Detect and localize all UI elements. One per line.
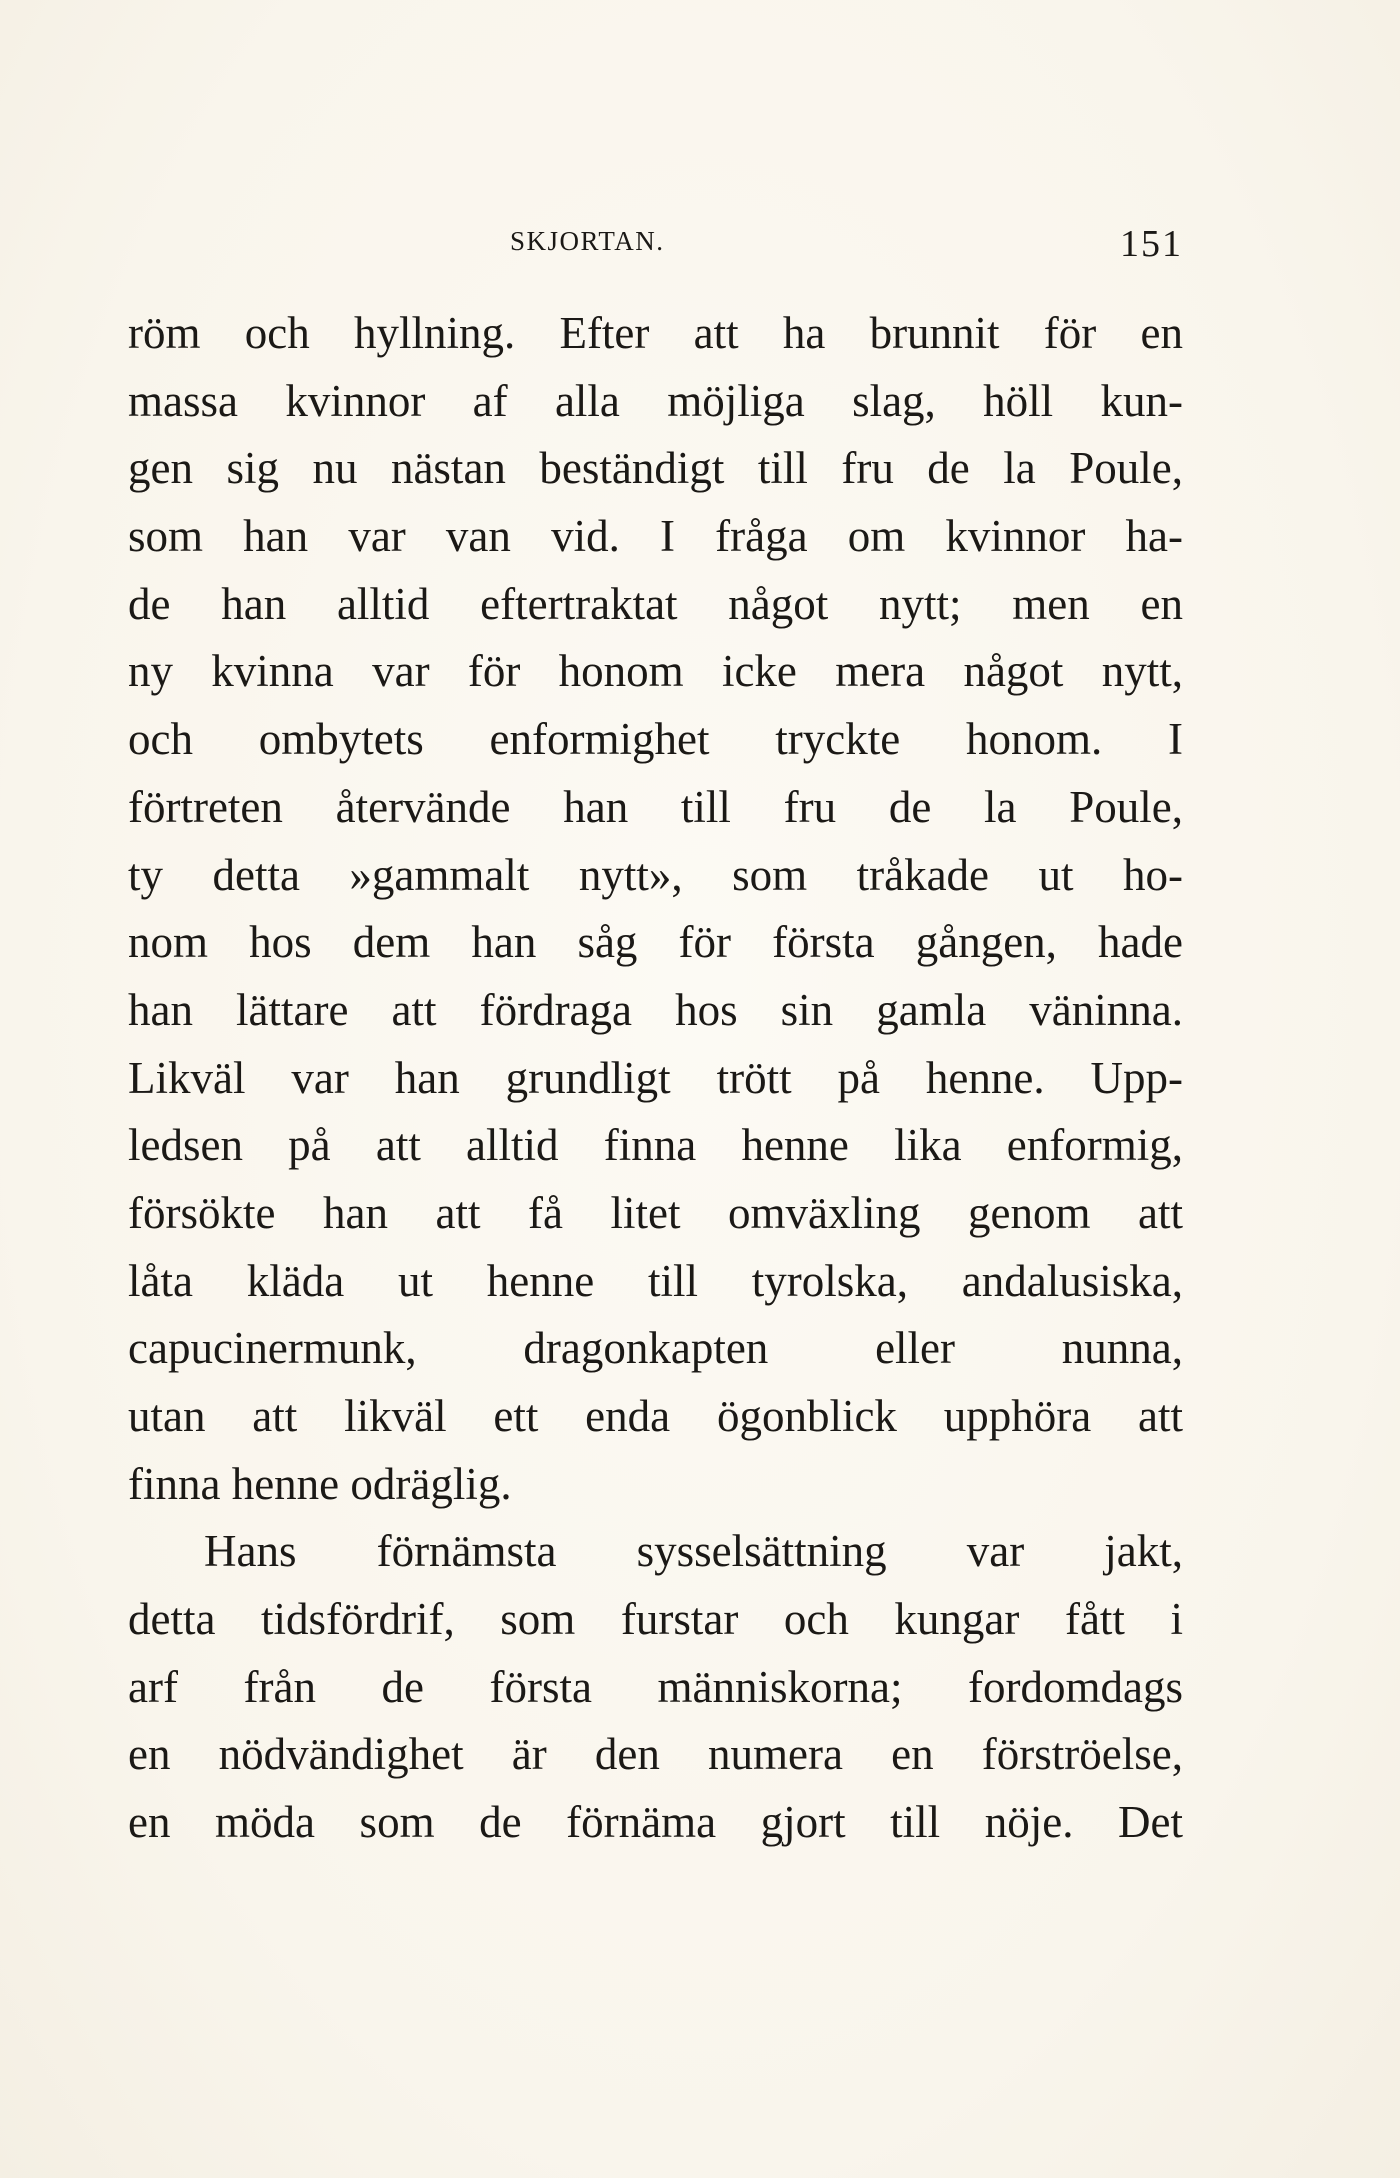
text-line: de han alltid eftertraktat något nytt; men en bbox=[128, 578, 1183, 629]
text-line: Likväl var han grundligt trött på henne. Upp- bbox=[128, 1052, 1183, 1103]
page-number: 151 bbox=[1120, 223, 1183, 265]
text-line: ny kvinna var för honom icke mera något nytt, bbox=[128, 646, 1183, 697]
text-line: utan att likväl ett enda ögonblick upphöra att bbox=[128, 1391, 1183, 1441]
text-line: capucinermunk, dragonkapten eller nunna, bbox=[128, 1323, 1183, 1374]
text-line: arf från de första människorna; fordomdags bbox=[128, 1661, 1183, 1712]
text-line: en nödvändighet är den numera en förströelse, bbox=[128, 1729, 1183, 1780]
text-line: en möda som de förnäma gjort till nöje. Det bbox=[128, 1797, 1183, 1848]
text-line: låta kläda ut henne till tyrolska, andalusiska, bbox=[128, 1255, 1183, 1306]
text-line: röm och hyllning. Efter att ha brunnit för en bbox=[128, 308, 1183, 358]
text-line-paragraph-end: finna henne odräglig. bbox=[128, 1458, 512, 1509]
text-line: som han var van vid. I fråga om kvinnor ha- bbox=[128, 511, 1183, 562]
text-line: förtreten återvände han till fru de la Poule, bbox=[128, 781, 1183, 832]
text-line: gen sig nu nästan beständigt till fru de la Poule, bbox=[128, 443, 1183, 494]
running-head bbox=[128, 222, 1183, 272]
text-line: massa kvinnor af alla möjliga slag, höll kun- bbox=[128, 375, 1183, 426]
text-line: han lättare att fördraga hos sin gamla väninna. bbox=[128, 984, 1183, 1035]
text-line: och ombytets enformighet tryckte honom. I bbox=[128, 714, 1183, 765]
text-line-paragraph-start: Hans förnämsta sysselsättning var jakt, bbox=[204, 1526, 1183, 1577]
text-line: nom hos dem han såg för första gången, hade bbox=[128, 917, 1183, 968]
text-line: detta tidsfördrif, som furstar och kungar fått i bbox=[128, 1594, 1183, 1645]
chapter-title: SKJORTAN. bbox=[510, 226, 665, 256]
body-text bbox=[128, 300, 1183, 1857]
text-line: ledsen på att alltid finna henne lika enformig, bbox=[128, 1120, 1183, 1171]
text-line: försökte han att få litet omväxling genom att bbox=[128, 1187, 1183, 1238]
text-line: ty detta »gammalt nytt», som tråkade ut ho- bbox=[128, 849, 1183, 900]
